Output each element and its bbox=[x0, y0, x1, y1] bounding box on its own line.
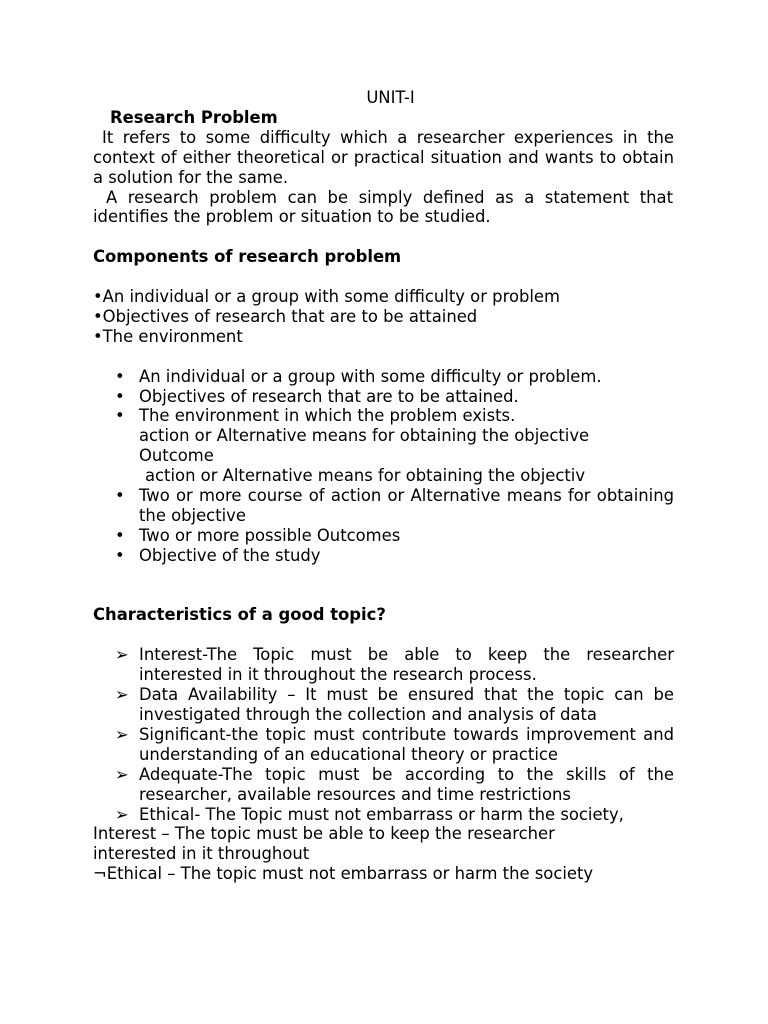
arrow-bullet-icon: ➢ bbox=[115, 685, 129, 705]
dot-item: •The environment bbox=[93, 326, 243, 346]
list-item: • Two or more course of action or Alternative means for obtaining the objective bbox=[115, 486, 674, 525]
loose-line: action or Alternative means for obtaining the objective bbox=[139, 426, 590, 446]
components-list-1 bbox=[93, 367, 674, 427]
dot-item: •Objectives of research that are to be attained bbox=[93, 306, 478, 326]
statement-paragraph: A research problem can be simply defined as a statement that identifies the problem or situation to be studied. bbox=[93, 187, 673, 227]
characteristics-list bbox=[93, 645, 674, 824]
bullet-icon: • bbox=[115, 486, 125, 506]
arrow-bullet-icon: ➢ bbox=[115, 645, 129, 665]
list-item: • The environment in which the problem exists. bbox=[115, 406, 516, 426]
arrow-bullet-icon: ➢ bbox=[115, 804, 129, 824]
list-item: • Two or more possible Outcomes bbox=[115, 525, 401, 545]
arrow-bullet-icon: ➢ bbox=[115, 724, 129, 744]
list-item: ➢ Interest-The Topic must be able to keep the researcher interested in it throughout the research process. bbox=[115, 645, 674, 685]
spacer bbox=[93, 586, 674, 606]
list-item: ➢ Ethical- The Topic must not embarrass or harm the society, bbox=[115, 804, 624, 824]
list-item: • An individual or a group with some difficulty or problem. bbox=[115, 366, 602, 386]
document-page bbox=[93, 88, 674, 884]
spacer bbox=[93, 625, 674, 645]
spacer bbox=[93, 227, 674, 247]
definition-paragraph: It refers to some difficulty which a researcher experiences in the context of either theoretical or practical situation and wants to obtain a solution for the same. bbox=[93, 127, 674, 187]
components-list-2 bbox=[93, 486, 674, 566]
unit-title: UNIT-I bbox=[366, 88, 415, 107]
list-item: • Objective of the study bbox=[115, 545, 321, 565]
bullet-icon: • bbox=[115, 406, 125, 426]
spacer bbox=[93, 267, 674, 287]
components-heading: Components of research problem bbox=[93, 247, 402, 267]
arrow-bullet-icon: ➢ bbox=[115, 764, 129, 784]
bullet-icon: • bbox=[115, 525, 125, 545]
bullet-icon: • bbox=[115, 366, 125, 386]
spacer bbox=[93, 347, 674, 367]
list-item: ➢ Significant-the topic must contribute towards improvement and understanding of an educational theory or practice bbox=[115, 724, 674, 764]
bullet-icon: • bbox=[115, 545, 125, 565]
list-item: ➢ Adequate-The topic must be according to the skills of the researcher, available resources and time restrictions bbox=[115, 764, 674, 804]
interest-note: Interest – The topic must be able to keep the researcher interested in it throughout bbox=[93, 824, 555, 864]
research-problem-heading: Research Problem bbox=[110, 107, 278, 127]
characteristics-heading: Characteristics of a good topic? bbox=[93, 605, 386, 625]
bullet-icon: • bbox=[115, 386, 125, 406]
dot-item: •An individual or a group with some difficulty or problem bbox=[93, 287, 560, 307]
list-item: • Objectives of research that are to be attained. bbox=[115, 386, 519, 406]
loose-line: Outcome bbox=[139, 446, 214, 466]
loose-line: action or Alternative means for obtaining the objectiv bbox=[145, 466, 586, 486]
list-item: ➢ Data Availability – It must be ensured that the topic can be investigated through the collection and analysis of data bbox=[115, 685, 674, 724]
spacer bbox=[93, 566, 674, 586]
ethical-note: ¬Ethical – The topic must not embarrass or harm the society bbox=[93, 864, 594, 884]
